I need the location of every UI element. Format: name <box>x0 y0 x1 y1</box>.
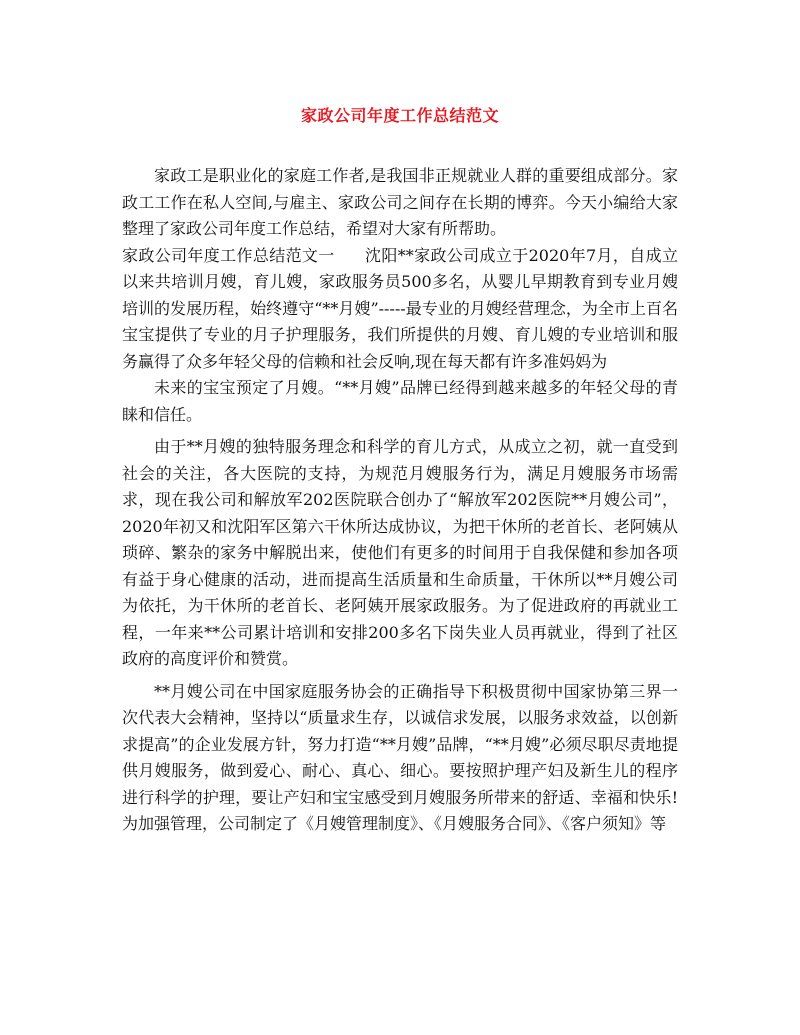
section-1-text: 沈阳**家政公司成立于2020年7月，自成立以来共培训月嫂，育儿嫂，家政服务员500多名，从婴儿早期教育到专业月嫂培训的发展历程，始终遵守“**月嫂”-----最专业的月嫂经营理念，为全市上百名宝宝提供了专业的月子护理服务，我们所提供的月嫂、育儿嫂的专业培训和服务赢得了众多年轻父母的信赖和社会反响,现在每天都有许多准妈妈为 <box>122 245 678 371</box>
section-1-heading: 家政公司年度工作总结范文一 <box>122 245 335 265</box>
section-1-paragraph-4: **月嫂公司在中国家庭服务协会的正确指导下积极贯彻中国家协第三界一次代表大会精神，坚持以“质量求生存，以诚信求发展，以服务求效益，以创新求提高”的企业发展方针，努力打造“**月嫂”品牌，“**月嫂”必须尽职尽责地提供月嫂服务，做到爱心、耐心、真心、细心。要按照护理产妇及新生儿的程序进行科学的护理，要让产妇和宝宝感受到月嫂服务所带来的舒适、幸福和快乐!为加强管理，公司制定了《月嫂管理制度》、《月嫂服务合同》、《客户须知》等 <box>122 681 678 833</box>
section-1-paragraph-3: 由于**月嫂的独特服务理念和科学的育儿方式，从成立之初，就一直受到社会的关注，各大医院的支持，为规范月嫂服务行为，满足月嫂服务市场需求，现在我公司和解放军202医院联合创办了“解放军202医院**月嫂公司”，2020年初又和沈阳军区第六干休所达成协议，为把干休所的老首长、老阿姨从琐碎、繁杂的家务中解脱出来，使他们有更多的时间用于自我保健和参加各项有益于身心健康的活动，进而提高生活质量和生命质量，干休所以**月嫂公司为依托，为干休所的老首长、老阿姨开展家政服务。为了促进政府的再就业工程，一年来**公司累计培训和安排200多名下岗失业人员再就业，得到了社区政府的高度评价和赞赏。 <box>122 437 678 668</box>
document-body <box>122 163 678 838</box>
section-1-paragraph-2: 未来的宝宝预定了月嫂。“**月嫂”品牌已经得到越来越多的年轻父母的青睐和信任。 <box>122 378 678 424</box>
section-1-paragraph <box>122 243 678 376</box>
intro-paragraph: 家政工是职业化的家庭工作者,是我国非正规就业人群的重要组成部分。家政工工作在私人空间,与雇主、家政公司之间存在长期的博弈。今天小编给大家整理了家政公司年度工作总结，希望对大家有所帮助。 <box>122 166 678 238</box>
document-title: 家政公司年度工作总结范文 <box>300 106 499 125</box>
